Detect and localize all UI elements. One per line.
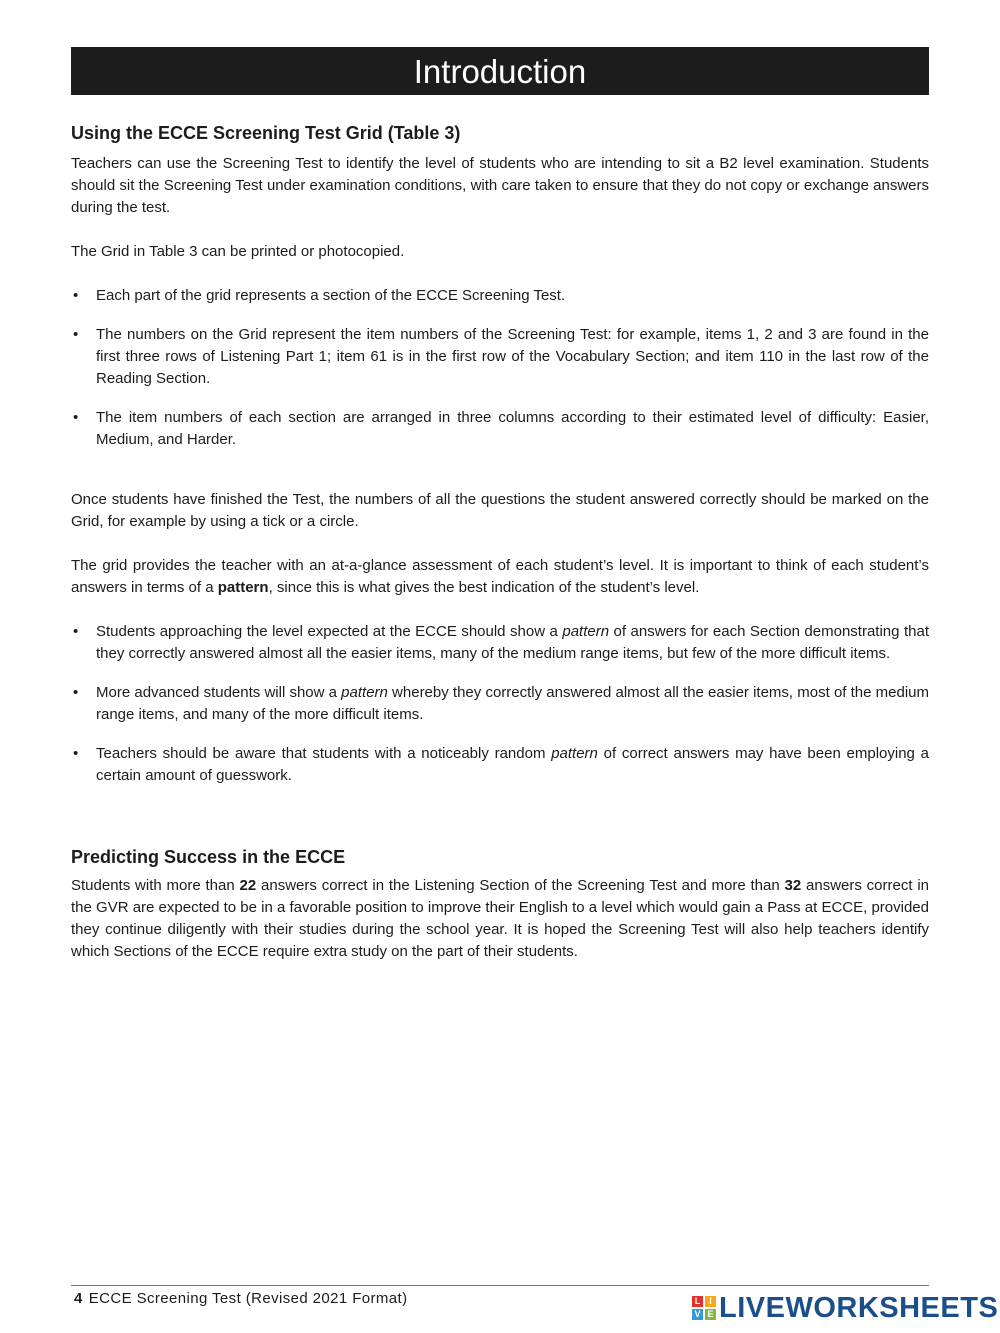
list-item [71,285,929,307]
listening-threshold: 22 [239,877,257,894]
liveworksheets-logo [692,1293,998,1323]
logo-letter: E [705,1309,716,1320]
list-item-text: Each part of the grid represents a section of the ECCE Screening Test. [96,287,566,304]
predicting-paragraph [71,875,929,963]
pattern-bold-term: pattern [217,579,269,596]
intro-paragraph: Teachers can use the Screening Test to identify the level of students who are intending to sit a B2 level examination. Students should sit the Screening Test under examination conditions, with care taken to ensure that they do not copy or exchange answers during the test. [71,155,929,216]
print-paragraph: The Grid in Table 3 can be printed or photocopied. [71,243,405,260]
pattern-paragraph [71,555,929,599]
liveworksheets-logo-icon [692,1296,716,1320]
page-number: 4 [74,1290,83,1307]
section-heading-grid: Using the ECCE Screening Test Grid (Table 3) [71,123,461,143]
logo-letter: V [692,1309,703,1320]
grid-bullet-list [71,285,929,451]
logo-letter: L [692,1296,703,1307]
list-item [71,682,929,726]
list-item-text-end: whereby they correctly answered almost all the easier items, most of the medium range items, and many of the more difficult items. [96,684,929,723]
logo-letter: I [705,1296,716,1307]
footer-title: ECCE Screening Test (Revised 2021 Format) [88,1290,408,1307]
marking-paragraph: Once students have finished the Test, the numbers of all the questions the student answered correctly should be marked on the Grid, for example by using a tick or a circle. [71,491,929,530]
footer-divider [71,1285,929,1286]
section-heading-predicting: Predicting Success in the ECCE [71,847,346,867]
bullet-icon: • [73,409,79,426]
bullet-icon: • [73,684,79,701]
list-item-text: The item numbers of each section are arranged in three columns according to their estimated level of difficulty: Easier, Medium, and Harder. [96,409,929,448]
bullet-icon: • [73,326,79,343]
predicting-text: Students with more than [71,877,240,894]
list-item-text-end: of correct answers may have been employing a certain amount of guesswork. [96,745,929,784]
list-item-text: Teachers should be aware that students with a noticeably random [96,745,552,762]
footer [74,1290,408,1307]
liveworksheets-wordmark: LIVEWORKSHEETS [719,1292,999,1324]
pattern-bullet-list [71,621,929,787]
predicting-text-mid: answers correct in the Listening Section of the Screening Test and more than [256,877,785,894]
list-item [71,743,929,787]
list-item [71,621,929,665]
bullet-icon: • [73,287,79,304]
list-item [71,407,929,451]
pattern-paragraph-text: The grid provides the teacher with an at-a-glance assessment of each student’s level. It is important to think of each student’s answers in terms of a [71,557,929,596]
pattern-emphasis: pattern [551,745,598,762]
bullet-icon: • [73,745,79,762]
list-item-text: The numbers on the Grid represent the item numbers of the Screening Test: for example, items 1, 2 and 3 are found in the first three rows of Listening Part 1; item 61 is in the first row of the Vocabulary Section; and item 110 in the last row of the Reading Section. [96,326,929,387]
pattern-paragraph-text-end: , since this is what gives the best indication of the student’s level. [268,579,700,596]
list-item [71,324,929,390]
pattern-emphasis: pattern [341,684,388,701]
list-item-text: Students approaching the level expected at the ECCE should show a [96,623,563,640]
bullet-icon: • [73,623,79,640]
list-item-text: More advanced students will show a [96,684,342,701]
page-banner [71,47,929,95]
predicting-text-end: answers correct in the GVR are expected to be in a favorable position to improve their English to a level which would gain a Pass at ECCE, provided they continue diligently with their studies during the school year. It is hoped the Screening Test will also help teachers identify which Sections of the ECCE require extra study on the part of their students. [71,877,930,960]
list-item-text-end: of answers for each Section demonstrating that they correctly answered almost all the easier items, many of the medium range items, but few of the more difficult items. [96,623,929,662]
main-content [71,122,929,963]
pattern-emphasis: pattern [562,623,610,640]
gvr-threshold: 32 [784,877,802,894]
banner-title: Introduction [413,53,587,90]
